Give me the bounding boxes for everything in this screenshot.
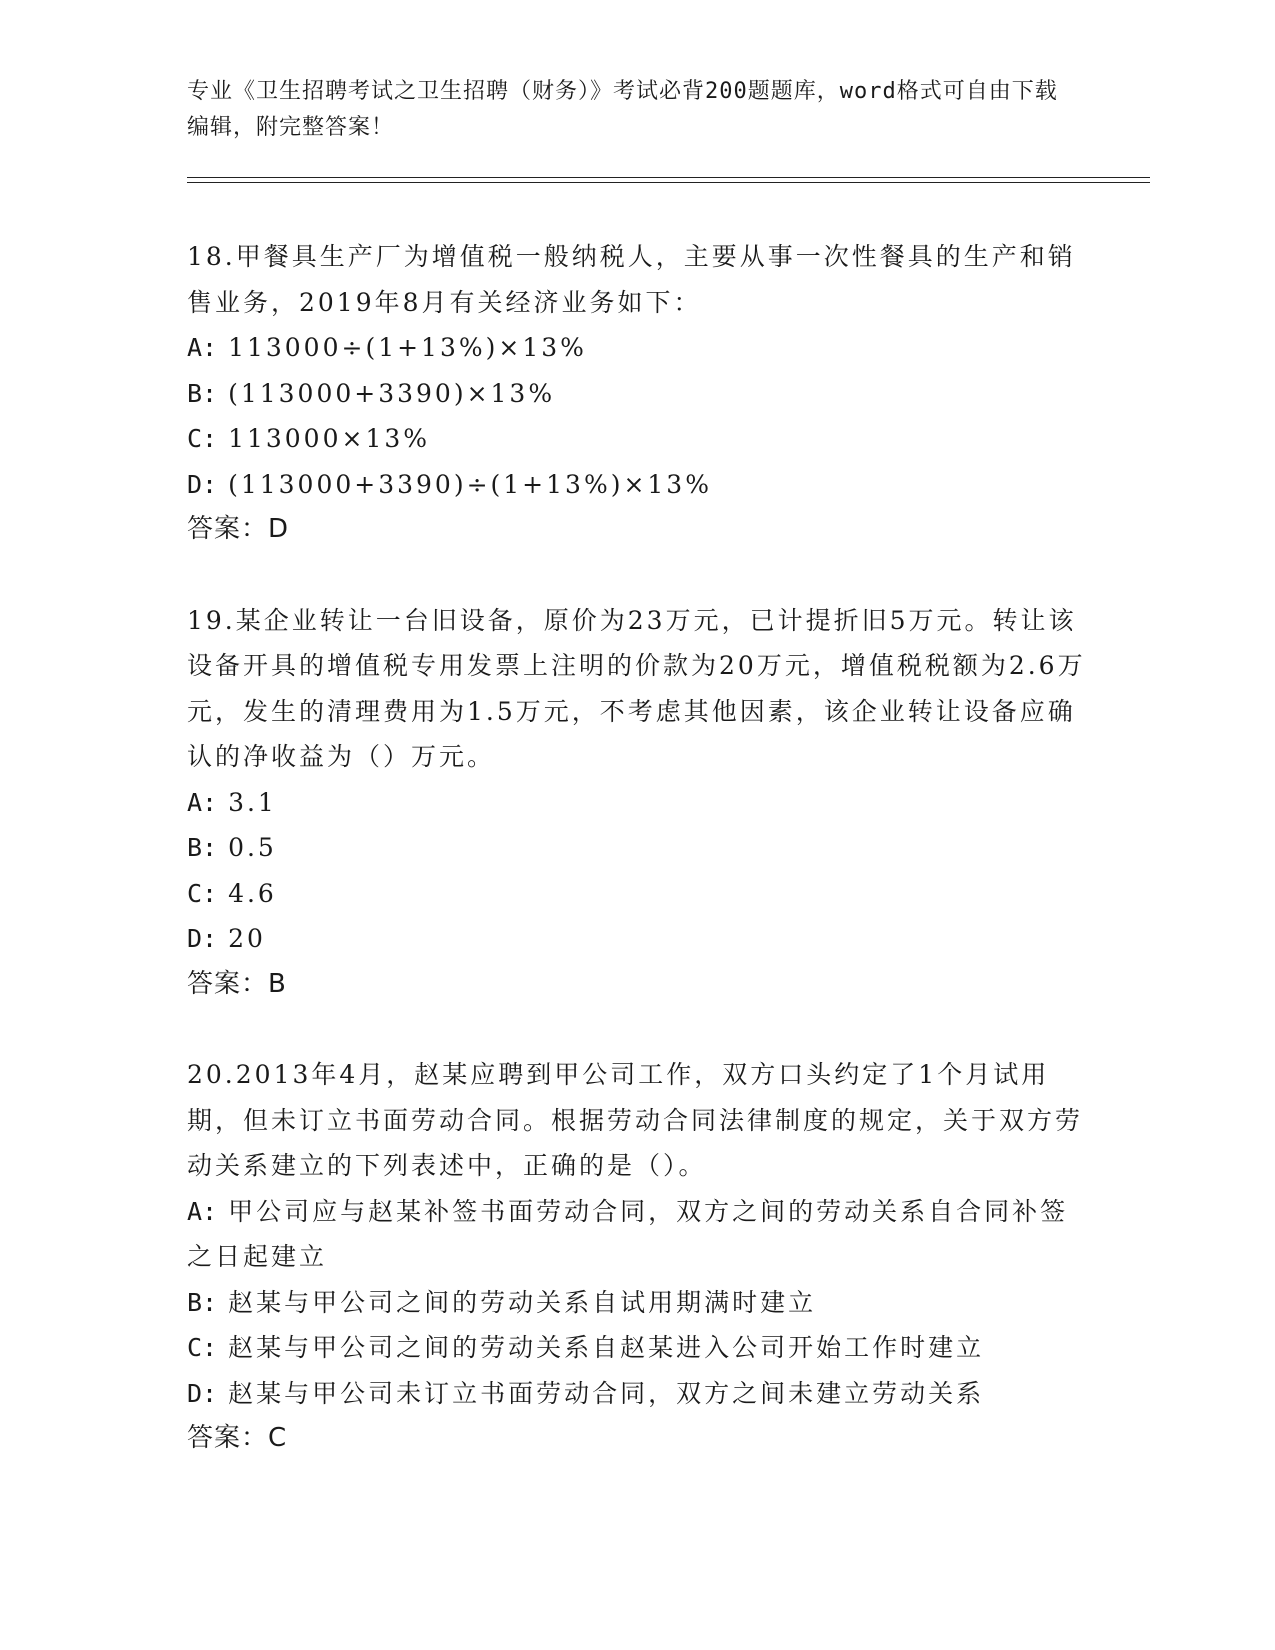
header-divider-top [187, 177, 1150, 178]
option-letter: C: [187, 1333, 218, 1362]
option-d [187, 916, 1087, 962]
option-a [187, 780, 1087, 826]
option-d [187, 1371, 1087, 1417]
option-d [187, 462, 1087, 508]
option-a [187, 1189, 1087, 1280]
option-text: 赵某与甲公司未订立书面劳动合同，双方之间未建立劳动关系 [228, 1378, 985, 1408]
answer-line: 答案：D [187, 514, 290, 544]
option-text: 4.6 [228, 878, 277, 908]
option-text: 3.1 [228, 787, 277, 817]
option-text: 113000×13% [228, 424, 431, 453]
option-text: (113000+3390)÷(1+13%)×13% [228, 469, 712, 499]
option-text: (113000+3390)×13% [228, 378, 556, 408]
option-letter: D: [187, 924, 218, 953]
question-stem: 19.某企业转让一台旧设备，原价为23万元，已计提折旧5万元。转让该设备开具的增值税专用发票上注明的价款为20万元，增值税税额为2.6万元，发生的清理费用为1.5万元，不考虑其他因素，该企业转让设备应确认的净收益为（）万元。 [187, 605, 1086, 771]
question-stem: 18.甲餐具生产厂为增值税一般纳税人，主要从事一次性餐具的生产和销售业务，2019年8月有关经济业务如下： [187, 242, 1076, 317]
option-a [187, 325, 1087, 371]
answer-line: 答案：C [187, 1423, 288, 1453]
option-letter: C: [187, 424, 218, 453]
option-b [187, 371, 1087, 417]
question-list [187, 234, 1087, 1507]
question-19 [187, 598, 1087, 1008]
option-c [187, 1325, 1087, 1371]
option-c [187, 871, 1087, 917]
answer-line: 答案：B [187, 968, 287, 999]
option-c [187, 416, 1087, 462]
document-header: 专业《卫生招聘考试之卫生招聘（财务）》考试必背200题题库，word格式可自由下载编辑，附完整答案！ [187, 79, 1058, 140]
option-letter: C: [187, 878, 218, 908]
question-18 [187, 234, 1087, 553]
option-letter: B: [187, 833, 218, 862]
question-20 [187, 1052, 1087, 1462]
option-text: 赵某与甲公司之间的劳动关系自赵某进入公司开始工作时建立 [228, 1333, 985, 1362]
option-letter: B: [187, 378, 218, 408]
option-letter: D: [187, 469, 218, 499]
option-letter: D: [187, 1378, 218, 1408]
header-divider-bottom [187, 182, 1150, 183]
option-letter: A: [187, 1196, 218, 1226]
option-letter: A: [187, 787, 218, 817]
option-letter: B: [187, 1287, 218, 1317]
option-text: 113000÷(1+13%)×13% [228, 333, 587, 362]
option-text: 0.5 [228, 833, 277, 862]
option-b [187, 1280, 1087, 1326]
option-text: 20 [228, 924, 266, 953]
option-text: 赵某与甲公司之间的劳动关系自试用期满时建立 [228, 1287, 817, 1317]
option-text: 甲公司应与赵某补签书面劳动合同，双方之间的劳动关系自合同补签之日起建立 [187, 1196, 1069, 1271]
option-b [187, 825, 1087, 871]
question-stem: 20.2013年4月，赵某应聘到甲公司工作，双方口头约定了1个月试用期，但未订立书面劳动合同。根据劳动合同法律制度的规定，关于双方劳动关系建立的下列表述中，正确的是（）。 [187, 1060, 1084, 1180]
option-letter: A: [187, 333, 218, 362]
